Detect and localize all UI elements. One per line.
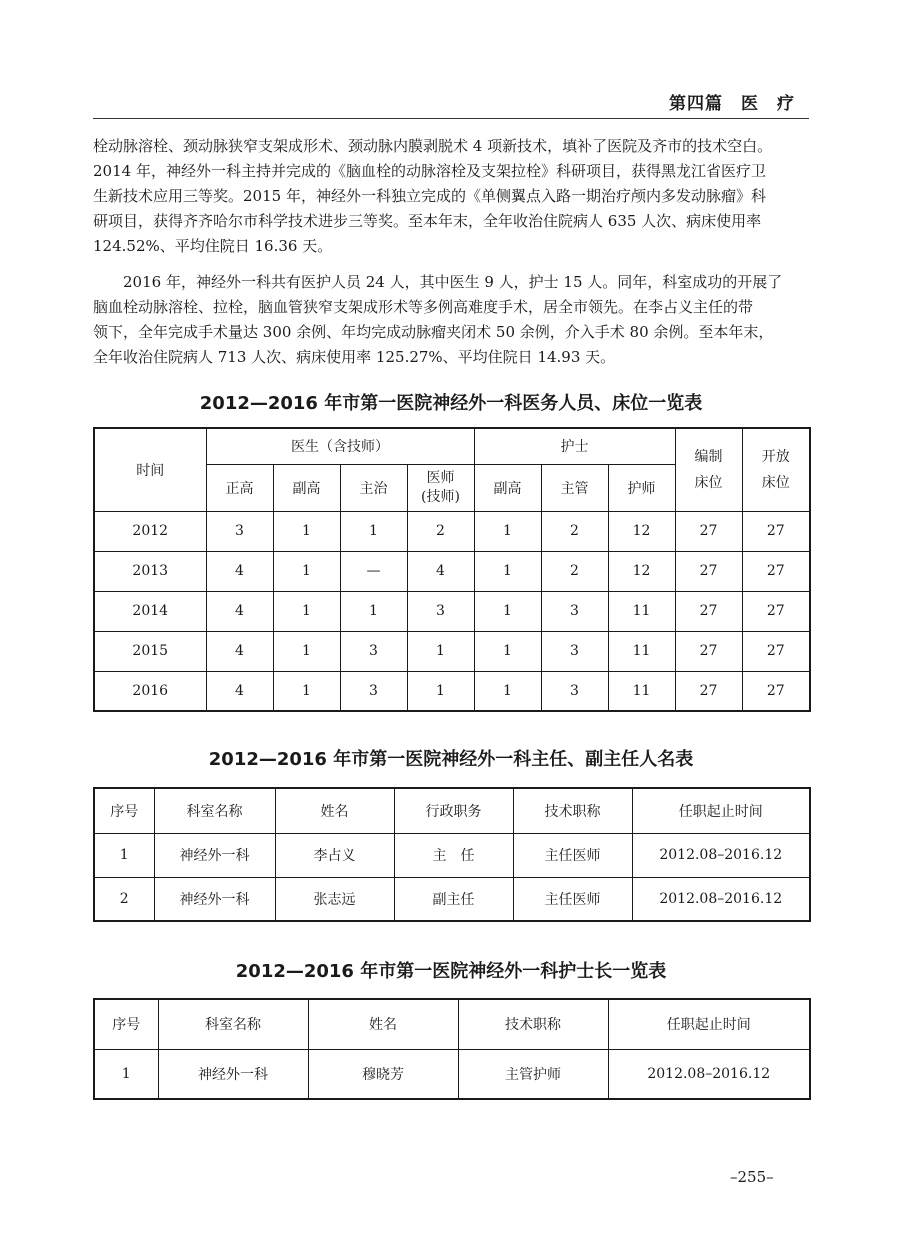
staff-beds-table-title: 2012—2016 年市第一医院神经外一科医务人员、床位一览表 — [199, 393, 703, 414]
header-cell: 技术职称 — [513, 788, 632, 833]
table-cell: 神经外一科 — [154, 877, 275, 921]
header-cell: 副高 — [474, 464, 541, 511]
table-cell: 12 — [608, 551, 675, 591]
table-cell: 1 — [94, 1049, 158, 1099]
paragraph-line: 124.52%、平均住院日 16.36 天。 — [93, 237, 333, 255]
paragraph-line: 2014 年，神经外一科主持并完成的《脑血栓的动脉溶栓及支架拉栓》科研项目，获得黑龙江省医疗卫 — [93, 162, 766, 180]
table-cell: 3 — [206, 511, 273, 551]
paragraph-line: 生新技术应用三等奖。2015 年，神经外一科独立完成的《单侧翼点入路一期治疗颅内多发动脉瘤》科 — [93, 187, 766, 205]
table-cell: 神经外一科 — [154, 833, 275, 877]
table-cell: 主任医师 — [513, 833, 632, 877]
table-cell: 穆晓芳 — [308, 1049, 458, 1099]
body-text — [93, 134, 809, 370]
table-cell: 3 — [541, 671, 608, 711]
table-cell: 4 — [206, 631, 273, 671]
table-cell: 3 — [541, 631, 608, 671]
table-row — [94, 511, 810, 551]
table-row — [94, 591, 810, 631]
paragraph-line: 脑血栓动脉溶栓、拉栓，脑血管狭窄支架成形术等多例高难度手术，居全市领先。在李占义主任的带 — [93, 298, 754, 316]
table-cell: 3 — [340, 671, 407, 711]
table-cell: 27 — [675, 591, 742, 631]
header-cell: 副高 — [273, 464, 340, 511]
table-header-row — [94, 788, 810, 833]
paragraph-line: 研项目，获得齐齐哈尔市科学技术进步三等奖。至本年末，全年收治住院病人 635 人次、病床使用率 — [93, 212, 762, 230]
table-row — [94, 631, 810, 671]
table-row — [94, 1049, 810, 1099]
table-cell: 11 — [608, 591, 675, 631]
table-row — [94, 833, 810, 877]
header-cell: 主管 — [541, 464, 608, 511]
header-cell: 序号 — [94, 999, 158, 1049]
table-header-row — [94, 999, 810, 1049]
table-cell: 27 — [675, 671, 742, 711]
table-cell: 1 — [407, 631, 474, 671]
header-cell: 正高 — [206, 464, 273, 511]
header-cell: 姓名 — [308, 999, 458, 1049]
table-cell: 1 — [474, 551, 541, 591]
table-cell: 3 — [340, 631, 407, 671]
table-cell: 27 — [742, 511, 810, 551]
table-cell: 1 — [273, 591, 340, 631]
table-cell: 2015 — [94, 631, 206, 671]
header-time: 时间 — [94, 428, 206, 511]
table-cell: 1 — [340, 511, 407, 551]
table-cell: 2 — [541, 551, 608, 591]
table-cell: 27 — [742, 551, 810, 591]
table-cell: 27 — [675, 631, 742, 671]
table-cell: 张志远 — [275, 877, 394, 921]
table-cell: 1 — [474, 631, 541, 671]
table-cell: 27 — [742, 671, 810, 711]
page-number: –255– — [730, 1168, 774, 1186]
header-planned-beds: 编制床位 — [675, 428, 742, 511]
running-header — [93, 88, 809, 119]
section-title: 第四篇 医 疗 — [669, 94, 795, 114]
head-nurse-table — [93, 998, 811, 1100]
header-cell: 科室名称 — [158, 999, 308, 1049]
paragraph-line: 全年收治住院病人 713 人次、病床使用率 125.27%、平均住院日 14.93 天。 — [93, 348, 616, 366]
header-cell: 主治 — [340, 464, 407, 511]
header-cell: 医师(技师) — [407, 464, 474, 511]
staff-beds-table — [93, 427, 811, 712]
header-nurse-group: 护士 — [474, 428, 675, 464]
table-cell: 1 — [273, 671, 340, 711]
table-cell: 4 — [407, 551, 474, 591]
table-cell: 2012.08–2016.12 — [632, 833, 810, 877]
table-header-row — [94, 428, 810, 464]
table-cell: 3 — [541, 591, 608, 631]
table-cell: 27 — [675, 551, 742, 591]
header-cell: 任职起止时间 — [608, 999, 810, 1049]
header-cell: 技术职称 — [458, 999, 608, 1049]
table-cell: 2013 — [94, 551, 206, 591]
table-cell: — — [340, 551, 407, 591]
header-cell: 姓名 — [275, 788, 394, 833]
table-cell: 3 — [407, 591, 474, 631]
table-cell: 27 — [742, 591, 810, 631]
table-cell: 1 — [474, 671, 541, 711]
table-cell: 2012 — [94, 511, 206, 551]
table-cell: 4 — [206, 551, 273, 591]
table-row — [94, 671, 810, 711]
table-cell: 2 — [541, 511, 608, 551]
table-cell: 主任医师 — [513, 877, 632, 921]
table-cell: 1 — [474, 591, 541, 631]
table-cell: 1 — [340, 591, 407, 631]
paragraph-line: 栓动脉溶栓、颈动脉狭窄支架成形术、颈动脉内膜剥脱术 4 项新技术，填补了医院及齐市的技术空白。 — [93, 137, 773, 155]
header-open-beds: 开放床位 — [742, 428, 810, 511]
table-cell: 主 任 — [394, 833, 513, 877]
table-cell: 2012.08–2016.12 — [608, 1049, 810, 1099]
table-cell: 11 — [608, 631, 675, 671]
directors-table-title: 2012—2016 年市第一医院神经外一科主任、副主任人名表 — [208, 749, 694, 770]
table-cell: 4 — [206, 671, 273, 711]
table-cell: 2012.08–2016.12 — [632, 877, 810, 921]
table-row — [94, 551, 810, 591]
table-cell: 副主任 — [394, 877, 513, 921]
table-cell: 2016 — [94, 671, 206, 711]
table-cell: 神经外一科 — [158, 1049, 308, 1099]
header-cell: 序号 — [94, 788, 154, 833]
table-cell: 1 — [407, 671, 474, 711]
table-cell: 4 — [206, 591, 273, 631]
table-cell: 2 — [407, 511, 474, 551]
header-cell: 科室名称 — [154, 788, 275, 833]
table-cell: 1 — [273, 551, 340, 591]
table-cell: 李占义 — [275, 833, 394, 877]
header-doctor-group: 医生（含技师） — [206, 428, 474, 464]
table-cell: 1 — [273, 631, 340, 671]
header-cell: 任职起止时间 — [632, 788, 810, 833]
table-cell: 主管护师 — [458, 1049, 608, 1099]
table-cell: 1 — [94, 833, 154, 877]
paragraph-line: 2016 年，神经外一科共有医护人员 24 人，其中医生 9 人，护士 15 人。同年，科室成功的开展了 — [93, 273, 783, 291]
table-cell: 11 — [608, 671, 675, 711]
head-nurse-table-title: 2012—2016 年市第一医院神经外一科护士长一览表 — [235, 961, 667, 982]
table-cell: 2 — [94, 877, 154, 921]
directors-table — [93, 787, 811, 922]
table-cell: 1 — [273, 511, 340, 551]
header-cell: 护师 — [608, 464, 675, 511]
table-cell: 12 — [608, 511, 675, 551]
table-row — [94, 877, 810, 921]
table-cell: 27 — [742, 631, 810, 671]
paragraph-line: 领下，全年完成手术量达 300 余例、年均完成动脉瘤夹闭术 50 余例，介入手术 80 余例。至本年末， — [93, 323, 774, 341]
table-cell: 2014 — [94, 591, 206, 631]
table-cell: 1 — [474, 511, 541, 551]
table-cell: 27 — [675, 511, 742, 551]
header-cell: 行政职务 — [394, 788, 513, 833]
